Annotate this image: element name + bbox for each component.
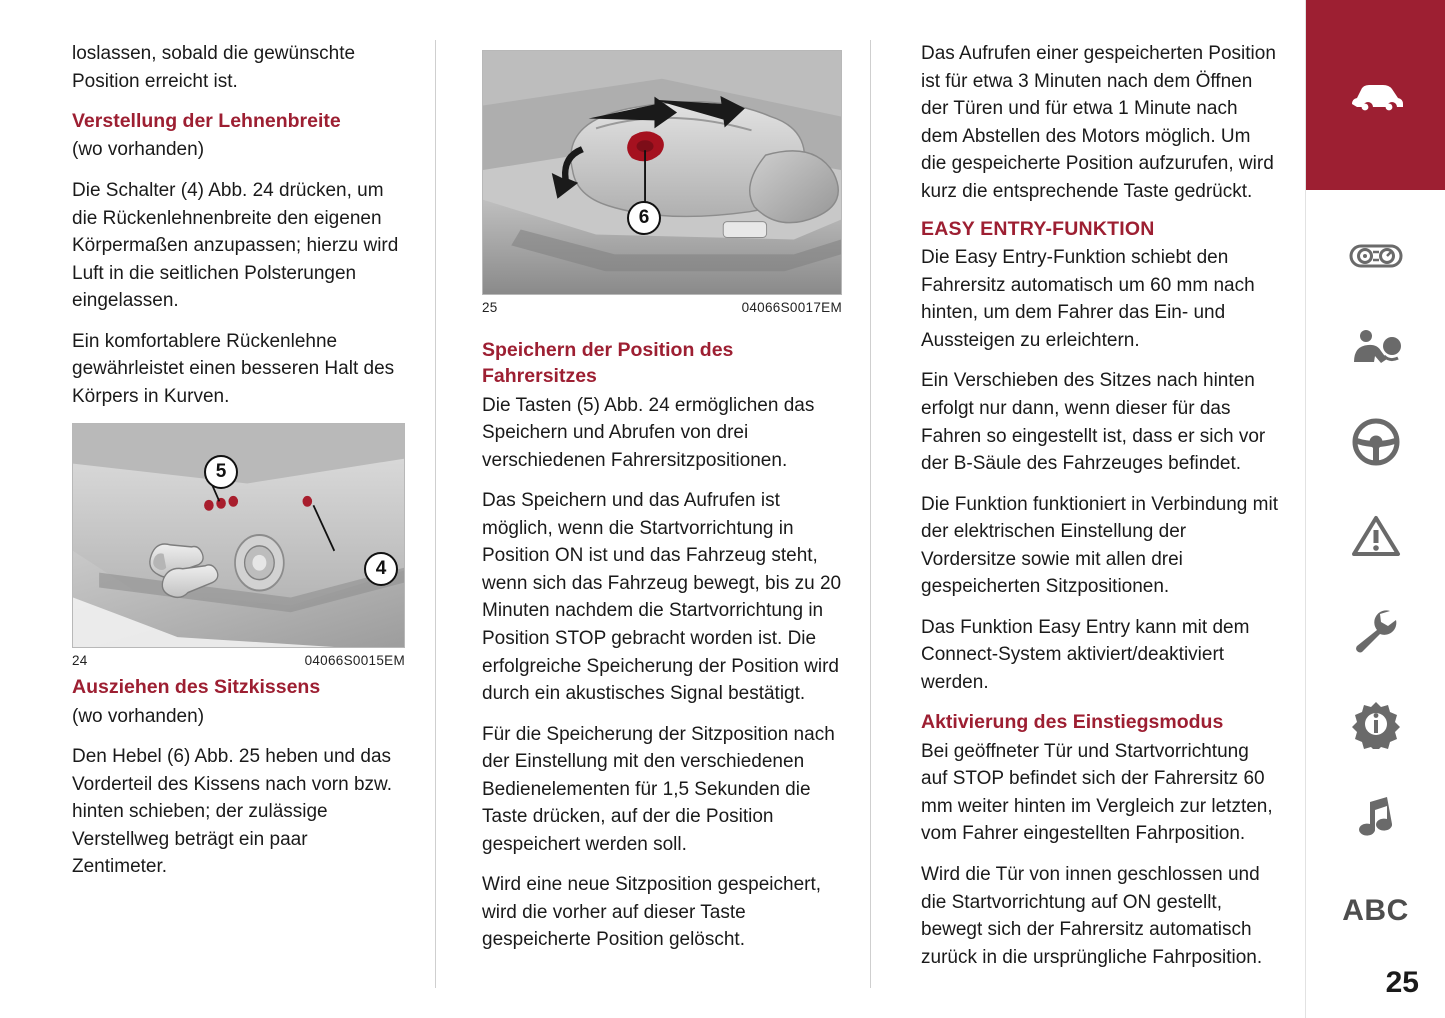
page-number: 25 — [1385, 966, 1419, 999]
car-icon — [1348, 66, 1404, 124]
paragraph-easy-1: Die Easy Entry-Funktion schiebt den Fahrersitz automatisch um 60 mm nach hinten, um dem Fahrer das Ein- und Aussteigen zu erleichtern. — [921, 247, 1255, 351]
warning-triangle-icon-svg — [1351, 514, 1401, 558]
music-note-icon-svg — [1357, 794, 1395, 840]
abc-index-icon[interactable]: ABC — [1342, 894, 1409, 928]
wrench-icon[interactable] — [1350, 601, 1402, 659]
paragraph-aufrufen: Das Aufrufen einer gespeicherten Position ist für etwa 3 Minuten nach dem Öffnen der Türen und für etwa 1 Minute nach dem Abstellen des Motors möglich. Um die gespeicherte Position aufzurufen, wird kurz die entsprechende Taste gedrückt. — [921, 43, 1276, 202]
heading-aktivierung-einstiegsmodus: Aktivierung des Einstiegsmodus — [921, 711, 1224, 734]
warning-triangle-icon[interactable] — [1351, 507, 1401, 565]
paragraph-neue-sitzposition: Wird eine neue Sitzposition gespeichert, wird die vorher auf dieser Taste gespeicherte Position gelöscht. — [482, 874, 822, 951]
paragraph-loslassen: loslassen, sobald die gewünschte Position erreicht ist. — [72, 43, 356, 92]
paragraph-aktivierung-2: Wird die Tür von innen geschlossen und die Startvorrichtung auf ON gestellt, bewegt sich der Fahrersitz automatisch zurück in die ursprüngliche Fahrposition. — [921, 863, 1263, 968]
steering-wheel-icon[interactable] — [1351, 413, 1401, 471]
heading-ausziehen-sitzkissen: Ausziehen des Sitzkissens — [72, 676, 321, 699]
column-2 — [435, 40, 870, 988]
heading-speichern-position: Speichern der Position des Fahrersitzes — [482, 339, 734, 388]
airbag-safety-icon-svg — [1348, 328, 1404, 370]
figure-24 — [72, 423, 405, 668]
paragraph-easy-3: Die Funktion funktioniert in Verbindung mit der elektrischen Einstellung der Vordersitze sowie mit allen drei gespeicherten Sitzpositionen. — [921, 493, 1278, 598]
figure-25-image — [482, 50, 842, 295]
paragraph-speichern-moeglich: Das Speichern und das Aufrufen ist möglich, wenn die Startvorrichtung in Position ON ist und das Fahrzeug steht, wenn sich das Fahrzeug bewegt, bis zu 20 Minuten nachdem die Startvorrichtung in Position STOP gebracht worden ist. Die erfolgreiche Speicherung der Position wird durch ein akustisches Signal bestätigt. — [482, 490, 842, 705]
figure-24-callout-5: 5 — [204, 455, 238, 489]
seat-side-panel-illustration — [73, 424, 404, 647]
figure-24-caption — [72, 653, 405, 668]
sidebar-current-chapter[interactable] — [1306, 0, 1445, 190]
paragraph-speicherung-sitzposition: Für die Speicherung der Sitzposition nach der Einstellung mit den verschiedenen Bedienelementen für 1,5 Sekunden die Taste drücken, auf der die Position gespeichert werden soll. — [482, 723, 835, 855]
figure-24-number: 24 — [72, 653, 88, 669]
heading-verstellung-lehnenbreite: Verstellung der Lehnenbreite — [72, 110, 341, 133]
figure-25-callout-6: 6 — [627, 201, 661, 235]
figure-24-callout-4: 4 — [364, 552, 398, 586]
music-note-icon[interactable] — [1357, 788, 1395, 846]
column-3 — [870, 40, 1305, 988]
figure-24-image — [72, 423, 405, 648]
wrench-icon-svg — [1350, 607, 1402, 653]
paragraph-hebel: Den Hebel (6) Abb. 25 heben und das Vorderteil des Kissens nach vorn bzw. hinten schieben; der zulässige Verstellweg beträgt ein paar Zentimeter. — [72, 746, 393, 878]
steering-wheel-icon-svg — [1351, 417, 1401, 467]
figure-24-code: 04066S0015EM — [304, 653, 405, 669]
figure-25-caption — [482, 300, 842, 315]
seat-cushion-lever-illustration — [483, 51, 841, 294]
figure-25-code: 04066S0017EM — [741, 300, 842, 315]
chapter-sidebar — [1305, 0, 1445, 1018]
heading-easy-entry-funktion: EASY ENTRY-FUNKTION — [921, 218, 1155, 241]
paragraph-easy-2: Ein Verschieben des Sitzes nach hinten erfolgt nur dann, wenn dieser für das Fahren so eingestellt ist, dass er sich vor der B-Säule des Fahrzeuges befindet. — [921, 370, 1266, 475]
paragraph-schalter: Die Schalter (4) Abb. 24 drücken, um die Rückenlehnenbreite den eigenen Körpermaßen anzupassen; hierzu wird Luft in die seitlichen Polsterungen eingelassen. — [72, 179, 399, 312]
figure-25-number: 25 — [482, 300, 498, 315]
column-1 — [0, 40, 435, 988]
paragraph-easy-4: Das Funktion Easy Entry kann mit dem Connect-System aktiviert/deaktiviert werden. — [921, 616, 1250, 693]
paragraph-tasten: Die Tasten (5) Abb. 24 ermöglichen das Speichern und Abrufen von drei verschiedenen Fahrersitzpositionen. — [482, 394, 815, 471]
dashboard-icon-svg — [1348, 238, 1404, 272]
gear-info-icon[interactable] — [1351, 695, 1401, 753]
paragraph-komfort: Ein komfortablere Rückenlehne gewährleistet einen besseren Halt des Körpers in Kurven. — [72, 330, 395, 407]
subtitle-wo-vorhanden-2: (wo vorhanden) — [72, 705, 205, 727]
airbag-safety-icon[interactable] — [1348, 320, 1404, 378]
sidebar-chapter-icons — [1306, 190, 1445, 1018]
figure-25 — [482, 50, 842, 315]
dashboard-icon[interactable] — [1348, 226, 1404, 284]
gear-info-icon-svg — [1351, 699, 1401, 749]
subtitle-wo-vorhanden: (wo vorhanden) — [72, 139, 205, 161]
car-icon-svg — [1348, 78, 1404, 112]
paragraph-aktivierung-1: Bei geöffneter Tür und Startvorrichtung auf STOP befindet sich der Fahrersitz 60 mm weiter hinten im Vergleich zur letzten, vom Fahrer eingestellten Fahrposition. — [921, 740, 1273, 845]
